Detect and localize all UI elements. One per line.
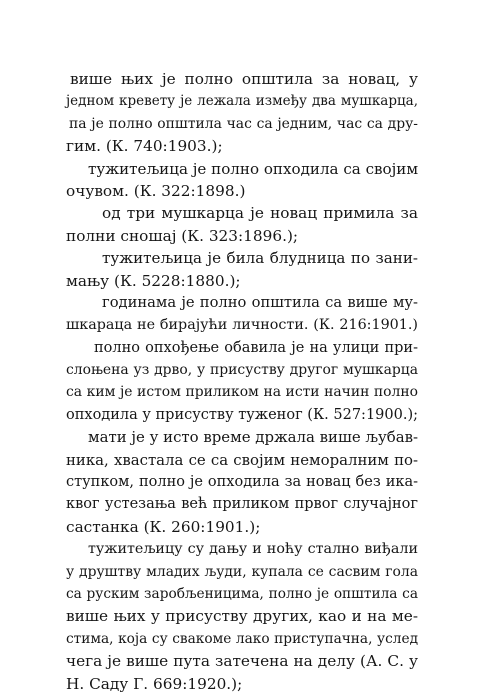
text-line: тужитељицу су дању и ноћу стално виђали [88, 541, 418, 558]
text-line: стима, која су свакоме лако приступачна, услед [66, 630, 418, 647]
document-body-text [66, 68, 418, 695]
text-line: Н. Саду Г. 669:1920.); [66, 674, 243, 693]
text-line: мању (К. 5228:1880.); [66, 271, 241, 290]
text-line: па је полно општила час са једним, час са дру- [69, 115, 418, 132]
text-line: чега је више пута затечена на делу (А. С. у [66, 652, 418, 671]
text-line: тужитељица је полно опходила са својим [88, 159, 419, 178]
text-line: са руским заробљеницима, полно је општила са [66, 585, 418, 602]
text-line: опходила у присуству туженог (К. 527:1900.); [66, 406, 418, 423]
text-line: полни сношај (К. 323:1896.); [66, 226, 299, 245]
text-line: годинама је полно општила са више му- [102, 293, 418, 311]
text-line: од три мушкарца је новац примила за [102, 204, 418, 223]
text-line: квог устезања већ приликом првог случајног [66, 496, 418, 513]
text-line: са ким је истом приликом на исти начин полно [66, 384, 418, 401]
text-line: више њих у присуству других, као и на ме- [66, 607, 418, 626]
text-line: полно опхођење обавила је на улици при- [94, 339, 418, 356]
text-line: у друштву младих људи, купала се сасвим гола [66, 563, 418, 580]
text-line: састанка (К. 260:1901.); [66, 517, 261, 536]
text-line: ника, хвастала се са својим неморалним по- [66, 450, 418, 469]
text-line: више њих је полно општила за новац, у [70, 70, 418, 88]
text-line: очувом. (К. 322:1898.) [66, 181, 246, 200]
text-line: гим. (К. 740:1903.); [66, 137, 223, 156]
text-line: једном кревету је лежала између два мушкарца, [66, 93, 418, 110]
text-line: слоњена уз дрво, у присуству другог мушкарца [66, 362, 418, 379]
text-line: мати је у исто време држала више љубав- [88, 428, 418, 447]
text-line: тужитељица је била блудница по зани- [102, 249, 418, 268]
text-line: шкараца не бирајући личности. (К. 216:1901.) [66, 317, 418, 334]
text-line: ступком, полно је опходила за новац без ика- [66, 474, 418, 491]
